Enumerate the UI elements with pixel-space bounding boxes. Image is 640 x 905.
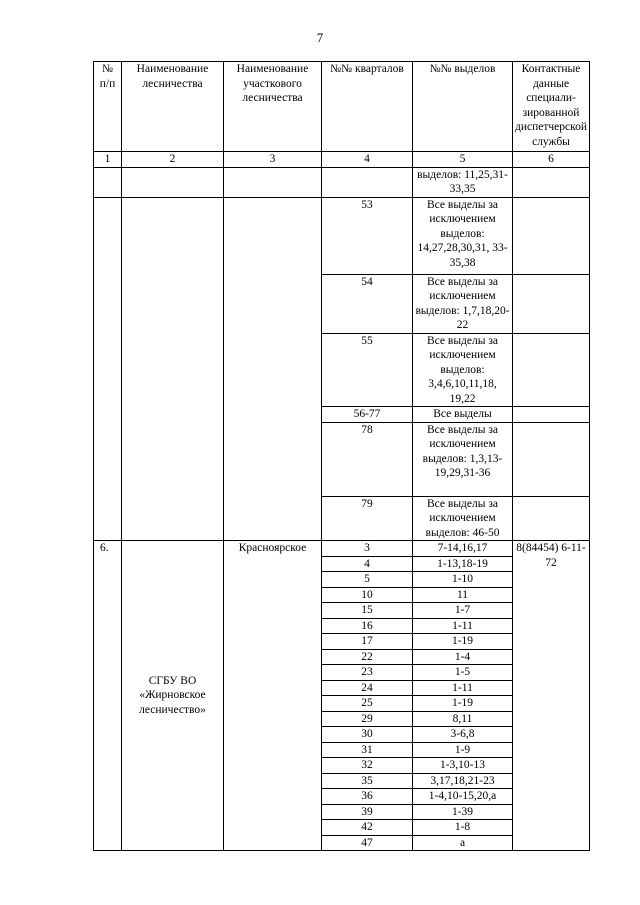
cell-contact-empty [513,422,590,496]
column-number: 6 [513,152,590,168]
cell-allotments: 7-14,16,17 [413,541,513,557]
cell-forestry-empty [122,197,224,541]
cell-allotments: Все выделы [413,407,513,423]
page-number: 7 [316,30,324,45]
cell-quarter: 17 [322,634,413,650]
cell-quarter: 5 [322,572,413,588]
cell-quarter: 25 [322,696,413,712]
cell-quarter: 35 [322,773,413,789]
table-row [94,541,590,557]
cell-allotments: 8,11 [413,711,513,727]
cell-quarter: 10 [322,587,413,603]
cell-allotments: 1-7 [413,603,513,619]
cell-allotments: Все выделы за исключением выделов: 3,4,6,10,11,18, 19,22 [413,333,513,407]
column-number: 1 [94,152,122,168]
cell-number-empty [94,197,122,541]
header-row [94,62,590,152]
cell-district-empty [224,197,322,541]
cell-quarter: 56-77 [322,407,413,423]
cell-quarter: 15 [322,603,413,619]
cell-quarter: 78 [322,422,413,496]
cell-allotments: 3-6,8 [413,727,513,743]
header-forestry: Наименование лесничества [122,62,224,152]
cell-allotments: a [413,835,513,851]
cell-allotments: 1-9 [413,742,513,758]
cell-quarter: 3 [322,541,413,557]
header-district: Наименование участкового лесничества [224,62,322,152]
cell-forestry-empty [122,167,224,197]
table-row [94,167,590,197]
cell-allotments: Все выделы за исключением выделов: 14,27,28,30,31, 33-35,38 [413,197,513,274]
column-number: 2 [122,152,224,168]
cell-quarter: 53 [322,197,413,274]
cell-quarter [322,167,413,197]
cell-allotments: 1-19 [413,696,513,712]
cell-quarter: 47 [322,835,413,851]
cell-district-empty [224,167,322,197]
cell-allotments: 11 [413,587,513,603]
cell-quarter: 24 [322,680,413,696]
cell-allotments: выделов: 11,25,31-33,35 [413,167,513,197]
forestry-name: СГБУ ВО «Жирновское лесничество» [122,541,224,851]
table-row [94,197,590,274]
cell-allotments: 1-19 [413,634,513,650]
cell-allotments: 1-11 [413,618,513,634]
cell-quarter: 23 [322,665,413,681]
cell-allotments: 1-10 [413,572,513,588]
column-number: 5 [413,152,513,168]
cell-quarter: 32 [322,758,413,774]
header-number: № п/п [94,62,122,152]
cell-quarter: 31 [322,742,413,758]
cell-quarter: 79 [322,496,413,541]
district-name: Красноярское [224,541,322,851]
cell-allotments: Все выделы за исключением выделов: 1,7,18,20-22 [413,274,513,333]
cell-number-empty [94,167,122,197]
column-number-row [94,152,590,168]
forestry-table [93,61,590,851]
header-quarters: №№ кварталов [322,62,413,152]
cell-quarter: 36 [322,789,413,805]
cell-contact-empty [513,274,590,333]
cell-quarter: 54 [322,274,413,333]
cell-quarter: 39 [322,804,413,820]
cell-contact-empty [513,407,590,423]
cell-quarter: 42 [322,820,413,836]
cell-quarter: 29 [322,711,413,727]
cell-quarter: 55 [322,333,413,407]
cell-contact-empty [513,197,590,274]
cell-allotments: 1-4,10-15,20,a [413,789,513,805]
column-number: 4 [322,152,413,168]
entry-number: 6. [94,541,122,851]
cell-allotments: 1-5 [413,665,513,681]
cell-allotments: 1-13,18-19 [413,556,513,572]
contact-phone: 8(84454) 6-11-72 [513,541,590,851]
header-allotments: №№ выделов [413,62,513,152]
cell-contact-empty [513,333,590,407]
cell-quarter: 22 [322,649,413,665]
cell-allotments: 1-3,10-13 [413,758,513,774]
cell-contact-empty [513,167,590,197]
cell-allotments: 3,17,18,21-23 [413,773,513,789]
header-contact: Контактные данные специали-зированной диспетчерской службы [513,62,590,152]
cell-allotments: Все выделы за исключением выделов: 46-50 [413,496,513,541]
cell-quarter: 16 [322,618,413,634]
cell-allotments: 1-8 [413,820,513,836]
cell-contact-empty [513,496,590,541]
cell-allotments: 1-11 [413,680,513,696]
cell-allotments: Все выделы за исключением выделов: 1,3,13- 19,29,31-36 [413,422,513,496]
cell-allotments: 1-4 [413,649,513,665]
cell-quarter: 4 [322,556,413,572]
column-number: 3 [224,152,322,168]
cell-quarter: 30 [322,727,413,743]
cell-allotments: 1-39 [413,804,513,820]
